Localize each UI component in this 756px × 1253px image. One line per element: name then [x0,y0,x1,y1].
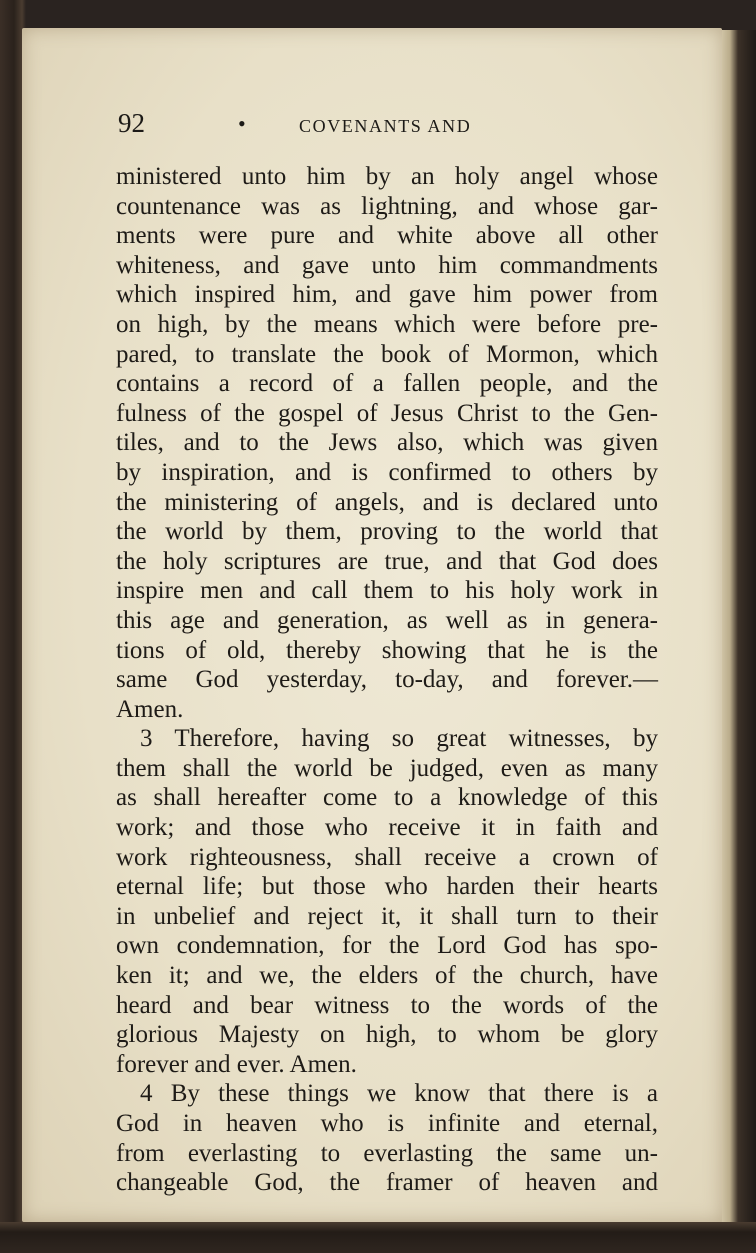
text-line: from everlasting to everlasting the same un- [116,1139,658,1167]
text-line: eternal life; but those who harden their hearts [116,873,658,901]
text-line: forever and ever. Amen. [116,1050,357,1078]
text-line: them shall the world be judged, even as many [116,754,658,782]
text-line: countenance was as lightning, and whose gar- [116,192,658,220]
adjacent-page-edge [718,30,756,1222]
running-title: COVENANTS AND [299,116,472,136]
text-line: which inspired him, and gave him power from [116,281,658,309]
text-line: 4 By these things we know that there is a [140,1080,658,1108]
paragraph [116,724,658,1079]
text-line: as shall hereafter come to a knowledge of this [116,784,658,812]
text-line: on high, by the means which were before pre- [116,310,658,338]
text-line: ministered unto him by an holy angel whose [116,163,658,190]
text-line: Amen. [116,695,184,723]
text-line: tiles, and to the Jews also, which was given [116,429,658,457]
text-line: ken it; and we, the elders of the church, have [116,962,658,990]
text-line: same God yesterday, to-day, and forever.— [116,666,658,694]
text-line: by inspiration, and is confirmed to others by [116,458,658,486]
paragraph [116,1079,658,1197]
text-line: in unbelief and reject it, it shall turn to their [116,902,658,930]
text-line: work; and those who receive it in faith and [116,814,658,842]
text-line: own condemnation, for the Lord God has spo- [116,932,658,960]
text-line: fulness of the gospel of Jesus Christ to the Gen- [116,399,658,427]
text-line: 3 Therefore, having so great witnesses, by [140,725,658,753]
text-line: whiteness, and gave unto him commandments [116,251,658,279]
text-line: the ministering of angels, and is declared unto [116,488,658,516]
text-line: inspire men and call them to his holy work in [116,577,658,605]
header-bullet: • [238,111,246,136]
text-line: God in heaven who is infinite and eternal, [116,1110,658,1137]
text-line: ments were pure and white above all other [116,222,658,250]
text-line: the holy scriptures are true, and that God does [116,547,658,575]
text-line: heard and bear witness to the words of the [116,991,658,1019]
text-line: the world by them, proving to the world that [116,518,658,546]
text-line: changeable God, the framer of heaven and [116,1169,658,1197]
text-line: work righteousness, shall receive a crown of [116,843,658,871]
body-text [116,162,658,1198]
text-line: contains a record of a fallen people, and the [116,370,658,398]
text-line: tions of old, thereby showing that he is the [116,636,658,664]
paragraph [116,162,658,724]
text-line: glorious Majesty on high, to whom be glory [116,1021,658,1049]
text-line: this age and generation, as well as in genera- [116,606,658,634]
book-bottom-edge [0,1222,756,1253]
text-line: pared, to translate the book of Mormon, which [116,340,658,368]
page-number: 92 [118,108,145,138]
page-header [118,108,658,148]
